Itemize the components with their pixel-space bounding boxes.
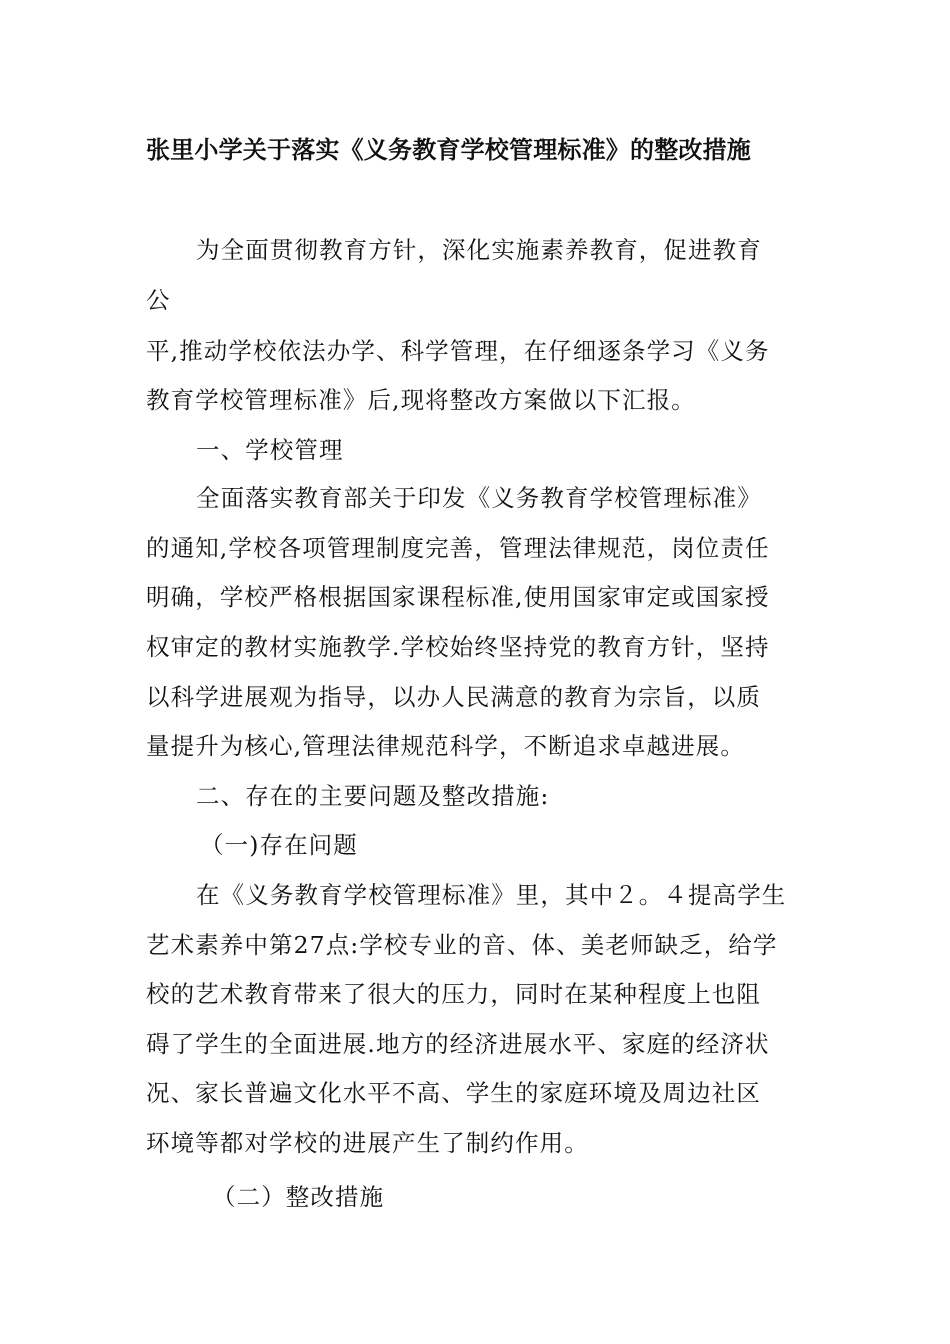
subsection-heading: （一)存在问题 xyxy=(200,831,358,859)
section-heading: 一、学校管理 xyxy=(196,436,344,464)
paragraph-line: 况、家长普遍文化水平不高、学生的家庭环境及周边社区 xyxy=(146,1079,761,1107)
paragraph-line: 艺术素养中第27点:学校专业的音、体、美老师缺乏，给学 xyxy=(146,931,778,959)
paragraph-line: 以科学进展观为指导，以办人民满意的教育为宗旨，以质 xyxy=(146,683,761,711)
paragraph-line: 平,推动学校依法办学、科学管理，在仔细逐条学习《义务 xyxy=(146,337,770,365)
paragraph-line: 全面落实教育部关于印发《义务教育学校管理标准》 xyxy=(196,484,762,512)
section-heading: 二、存在的主要问题及整改措施: xyxy=(196,782,550,810)
paragraph-line: 的通知,学校各项管理制度完善，管理法律规范，岗位责任 xyxy=(146,534,770,562)
paragraph-line: 公 xyxy=(146,286,171,314)
subsection-heading: （二）整改措施 xyxy=(212,1183,385,1211)
paragraph-line: 明确，学校严格根据国家课程标准,使用国家审定或国家授 xyxy=(146,583,770,611)
paragraph-line: 在《义务教育学校管理标准》里，其中２。４提高学生 xyxy=(196,881,787,909)
document-title: 张里小学关于落实《义务教育学校管理标准》的整改措施 xyxy=(146,135,751,164)
paragraph-line: 为全面贯彻教育方针，深化实施素养教育，促进教育 xyxy=(196,236,762,264)
paragraph-line: 量提升为核心,管理法律规范科学，不断追求卓越进展。 xyxy=(146,732,745,760)
paragraph-line: 校的艺术教育带来了很大的压力，同时在某种程度上也阻 xyxy=(146,980,761,1008)
paragraph-line: 教育学校管理标准》后,现将整改方案做以下汇报。 xyxy=(146,386,696,414)
paragraph-line: 环境等都对学校的进展产生了制约作用。 xyxy=(146,1129,589,1157)
paragraph-line: 碍了学生的全面进展.地方的经济进展水平、家庭的经济状 xyxy=(146,1030,770,1058)
paragraph-line: 权审定的教材实施教学.学校始终坚持党的教育方针，坚持 xyxy=(146,633,770,661)
